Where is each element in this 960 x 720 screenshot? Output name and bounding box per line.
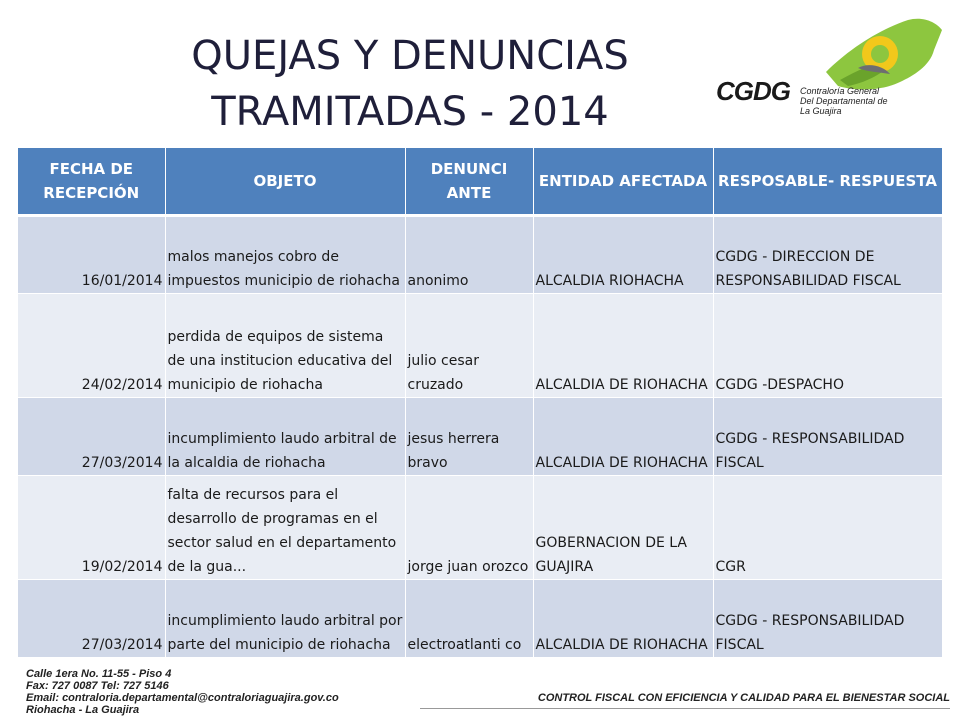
table-row [18,216,942,294]
cell-fecha: 24/02/2014 [18,294,165,398]
logo-subtitle-line-3: La Guajira [800,106,842,116]
logo-subtitle-line-2: Del Departamental de [800,96,888,106]
cell-responsable: CGDG - RESPONSABILIDAD FISCAL [713,580,942,658]
complaints-table [18,148,943,658]
cell-fecha: 27/03/2014 [18,580,165,658]
title-line-1: QUEJAS Y DENUNCIAS [191,33,629,79]
cell-responsable: CGR [713,476,942,580]
header-fecha: FECHA DE RECEPCIÓN [18,148,165,216]
title-line-2: TRAMITADAS - 2014 [211,89,609,135]
logo-subtitle [800,86,940,116]
table-header-row [18,148,942,216]
footer-slogan: CONTROL FISCAL CON EFICIENCIA Y CALIDAD PARA EL BIENESTAR SOCIAL [537,692,950,704]
page-title [120,28,700,140]
cell-objeto: falta de recursos para el desarrollo de programas en el sector salud en el departamento de la gua... [165,476,405,580]
cell-fecha: 27/03/2014 [18,398,165,476]
table-row [18,580,942,658]
cell-responsable: CGDG - RESPONSABILIDAD FISCAL [713,398,942,476]
cell-objeto: incumplimiento laudo arbitral de la alcaldia de riohacha [165,398,405,476]
cell-entidad: ALCALDIA DE RIOHACHA [533,294,713,398]
header-denunciante: DENUNCI ANTE [405,148,533,216]
cell-fecha: 19/02/2014 [18,476,165,580]
cell-entidad: GOBERNACION DE LA GUAJIRA [533,476,713,580]
footer-phone: Fax: 727 0087 Tel: 727 5146 [26,680,169,692]
cell-denunciante: anonimo [405,216,533,294]
contact-info [26,668,406,716]
footer-address: Calle 1era No. 11-55 - Piso 4 [26,668,172,680]
cell-denunciante: jorge juan orozco [405,476,533,580]
logo-subtitle-line-1: Contraloría General [800,86,880,96]
cgdg-logo [708,10,948,128]
header-objeto: OBJETO [165,148,405,216]
cell-entidad: ALCALDIA DE RIOHACHA [533,580,713,658]
cell-entidad: ALCALDIA RIOHACHA [533,216,713,294]
cell-fecha: 16/01/2014 [18,216,165,294]
footer-divider [420,708,950,709]
footer-email: Email: contraloria.departamental@contraloriaguajira.gov.co [26,692,339,704]
header-responsable: RESPOSABLE- RESPUESTA [713,148,942,216]
table-row [18,476,942,580]
cell-denunciante: jesus herrera bravo [405,398,533,476]
cell-objeto: incumplimiento laudo arbitral por parte del municipio de riohacha [165,580,405,658]
cell-denunciante: electroatlanti co [405,580,533,658]
cell-responsable: CGDG -DESPACHO [713,294,942,398]
cell-objeto: malos manejos cobro de impuestos municipio de riohacha [165,216,405,294]
header-entidad: ENTIDAD AFECTADA [533,148,713,216]
cell-denunciante: julio cesar cruzado [405,294,533,398]
cell-objeto: perdida de equipos de sistema de una institucion educativa del municipio de riohacha [165,294,405,398]
footer-city: Riohacha - La Guajira [26,704,140,716]
cell-entidad: ALCALDIA DE RIOHACHA [533,398,713,476]
table-row [18,294,942,398]
table-row [18,398,942,476]
logo-text: CGDG [716,76,790,106]
cell-responsable: CGDG - DIRECCION DE RESPONSABILIDAD FISCAL [713,216,942,294]
